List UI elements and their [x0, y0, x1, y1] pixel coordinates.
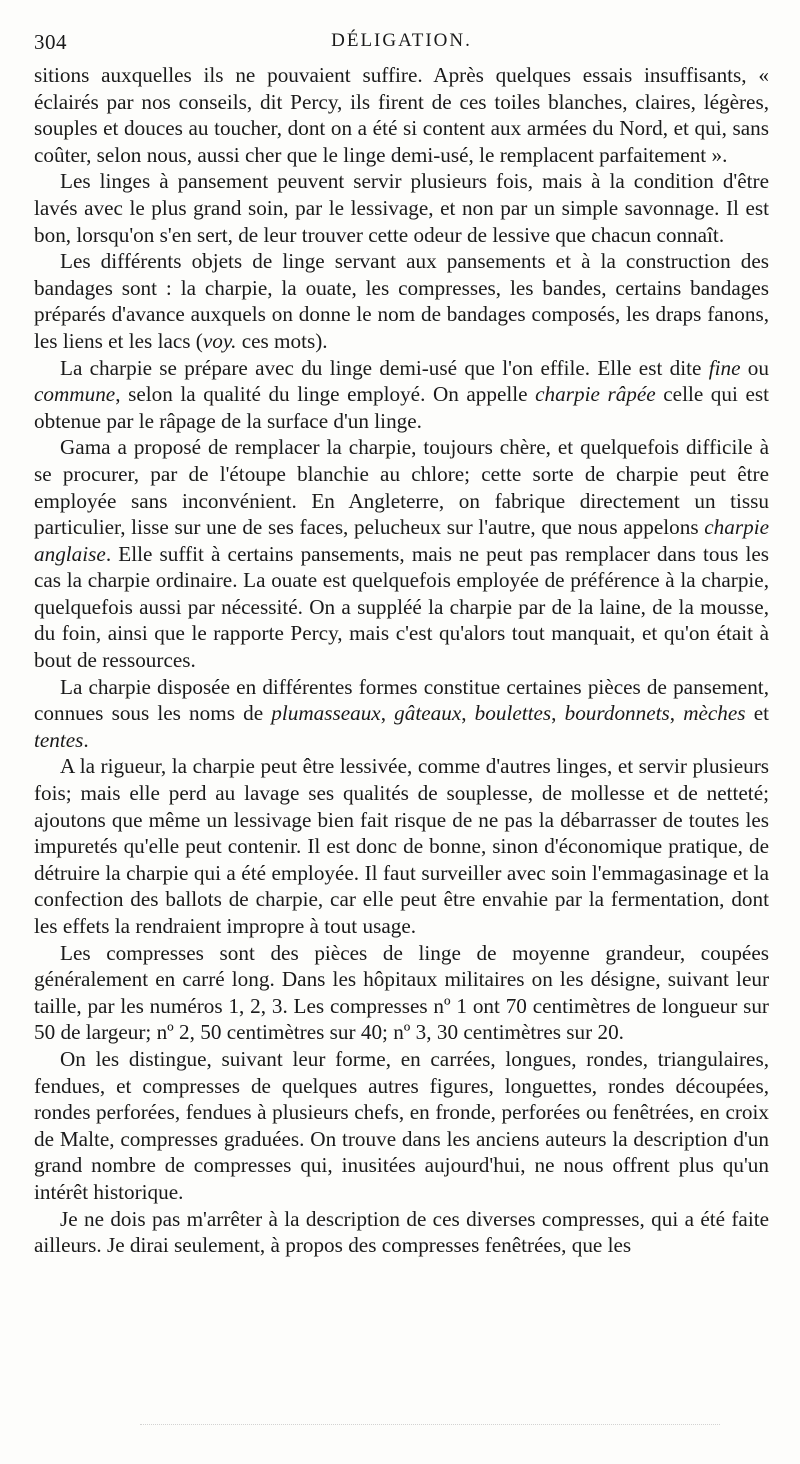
italic-term: tentes	[34, 727, 84, 752]
text-run: ,	[669, 701, 684, 726]
italic-term: plumasseaux	[271, 701, 381, 726]
paragraph	[34, 753, 769, 939]
footer-rule	[140, 1424, 720, 1425]
text-run: La charpie se prépare avec du linge demi-usé que l'on effile. Elle est dite	[60, 355, 709, 380]
text-run: sitions auxquelles ils ne pouvaient suffire. Après quelques essais insuffisants, « éclairés par nos conseils, dit Percy, ils firent de ces toiles blanches, claires, légères, souples et douces au toucher, dont on a été si content aux armées du Nord, et qui, sans coûter, selon nous, aussi cher que le linge demi-usé, le remplacent parfaitement ».	[34, 63, 769, 167]
text-run: ,	[380, 701, 395, 726]
paragraph	[34, 1046, 769, 1206]
text-run: ou	[740, 355, 769, 380]
italic-term: charpie anglaise	[34, 515, 769, 566]
text-run: celle qui est obtenue par le râpage de la surface d'un linge.	[34, 382, 769, 433]
paragraph	[34, 674, 769, 754]
text-run: Les linges à pansement peuvent servir plusieurs fois, mais à la condition d'être lavés avec le plus grand soin, par le lessivage, et non par un simple savonnage. Il est bon, lorsqu'on s'en sert, de leur trouver cette odeur de lessive que chacun connaît.	[34, 169, 769, 247]
text-run: Les différents objets de linge servant aux pansements et à la construction des bandages sont : la charpie, la ouate, les compresses, les bandes, certains bandages préparés d'avance auxquels on donne le nom de bandages composés, les draps fanons, les liens et les lacs (	[34, 249, 769, 353]
text-run: .	[83, 727, 89, 752]
text-run: On les distingue, suivant leur forme, en carrées, longues, rondes, triangulaires, fendues, et compresses de quelques autres figures, longuettes, rondes découpées, rondes perforées, fendues à plusieurs chefs, en fronde, perforées ou fenêtrées, en croix de Malte, compresses graduées. On trouve dans les anciens auteurs la description d'un grand nombre de compresses qui, inusitées aujourd'hui, ne nous offrent plus qu'un intérêt historique.	[34, 1046, 769, 1204]
text-run: , selon la qualité du linge employé. On appelle	[115, 382, 536, 407]
text-run: ces mots).	[236, 328, 328, 353]
page-number: 304	[34, 30, 67, 54]
text-run: . Elle suffit à certains pansements, mais ne peut pas remplacer dans tous les cas la charpie ordinaire. La ouate est quelquefois employée de préférence à la charpie, quelquefois aussi par nécessité. On a suppléé la charpie par de la laine, de la mousse, du foin, ainsi que le rapporte Percy, mais c'est qu'alors tout manquait, et qu'on était à bout de ressources.	[34, 541, 769, 673]
text-run: et	[745, 701, 769, 726]
text-run: Gama a proposé de remplacer la charpie, toujours chère, et quelquefois difficile à se procurer, par de l'étoupe blanchie au chlore; cette sorte de charpie peut être employée sans inconvénient. En Angleterre, on fabrique directement un tissu particulier, lisse sur une de ses faces, pelucheux sur l'autre, que nous appelons	[34, 435, 769, 540]
italic-term: fine	[708, 355, 741, 380]
text-run: ,	[461, 701, 475, 726]
body-text	[34, 62, 769, 1259]
italic-term: gâteaux	[394, 701, 462, 726]
paragraph	[34, 1206, 769, 1259]
italic-term: boulettes	[474, 701, 552, 726]
text-run: A la rigueur, la charpie peut être lessivée, comme d'autres linges, et servir plusieurs fois; mais elle perd au lavage ses qualités de souplesse, de mollesse et de netteté; ajoutons que même un lessivage bien fait risque de ne pas la débarrasser de toutes les impuretés qu'elle peut contenir. Il est donc de bonne, sinon d'économique pratique, de détruire la charpie qui a été employée. Il faut surveiller avec soin l'emmagasinage et la confection des ballots de charpie, car elle peut être envahie par la fermentation, dont les effets la rendraient impropre à tout usage.	[34, 754, 769, 938]
paragraph	[34, 355, 769, 435]
italic-term: commune	[34, 382, 116, 407]
page-header	[34, 30, 769, 58]
text-run: Je ne dois pas m'arrêter à la description de ces diverses compresses, qui a été faite ailleurs. Je dirai seulement, à propos des compresses fenêtrées, que les	[34, 1206, 769, 1258]
italic-term: charpie râpée	[535, 382, 656, 407]
italic-term: mèches	[683, 701, 746, 726]
text-run: La charpie disposée en différentes formes constitue certaines pièces de pansement, connues sous les noms de	[34, 674, 769, 726]
paragraph	[34, 434, 769, 673]
text-run: ,	[551, 701, 565, 726]
paragraph	[34, 248, 769, 354]
paragraph	[34, 168, 769, 248]
paragraph	[34, 62, 769, 168]
text-run: Les compresses sont des pièces de linge de moyenne grandeur, coupées généralement en carré long. Dans les hôpitaux militaires on les désigne, suivant leur taille, par les numéros 1, 2, 3. Les compresses nº 1 ont 70 centimètres de longueur sur 50 de largeur; nº 2, 50 centimètres sur 40; nº 3, 30 centimètres sur 20.	[34, 940, 769, 1045]
paragraph	[34, 940, 769, 1046]
italic-term: bourdonnets	[564, 701, 670, 726]
italic-term: voy.	[202, 328, 237, 353]
running-title: DÉLIGATION.	[331, 30, 472, 51]
